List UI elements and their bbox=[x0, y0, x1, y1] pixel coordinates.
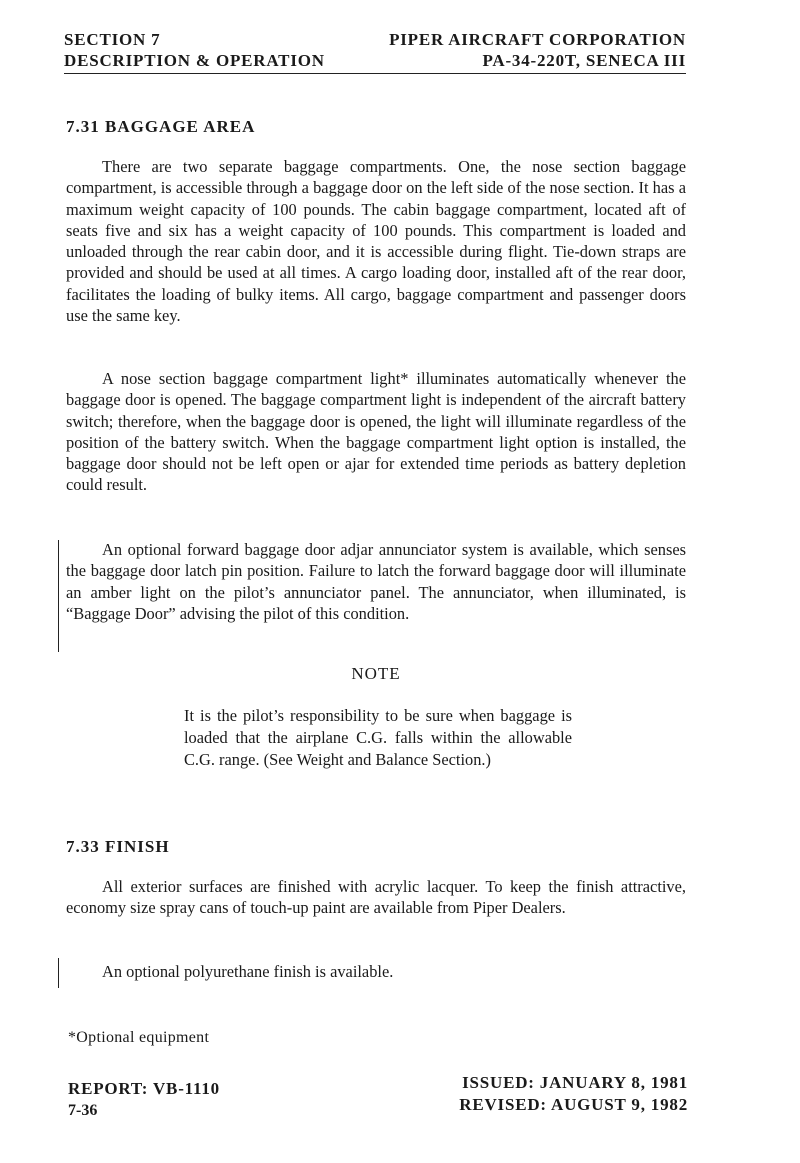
baggage-heading: 7.31 BAGGAGE AREA bbox=[66, 117, 256, 136]
finish-heading: 7.33 FINISH bbox=[66, 837, 170, 856]
subsection-label: DESCRIPTION & OPERATION bbox=[64, 51, 325, 70]
report-number: REPORT: VB-1110 bbox=[68, 1079, 220, 1098]
baggage-paragraph-2: A nose section baggage compartment light* illuminates automatically whenever the baggage door is opened. The baggage compartment light is independent of the aircraft battery switch; therefore, when the baggage door is opened, the light will illuminate regardless of the position of the battery switch. When the baggage compartment light option is installed, the baggage door should not be left open or ajar for extended time periods as battery depletion could result. bbox=[66, 369, 686, 495]
finish-paragraph-1: All exterior surfaces are finished with acrylic lacquer. To keep the finish attractive, economy size spray cans of touch-up paint are available from Piper Dealers. bbox=[66, 877, 686, 918]
note-title: NOTE bbox=[351, 664, 401, 683]
baggage-paragraph-1: There are two separate baggage compartments. One, the nose section baggage compartment, is accessible through a baggage door on the left side of the nose section. It has a maximum weight capacity of 100 pounds. The cabin baggage compartment, located aft of seats five and six has a weight capacity of 100 pounds. This compartment is loaded and unloaded through the rear cabin door, and it is accessible during flight. Tie-down straps are provided and should be used at all times. A cargo loading door, installed aft of the rear door, facilitates the loading of bulky items. All cargo, baggage compartment and passenger doors use the same key. bbox=[66, 157, 686, 326]
section-label: SECTION 7 bbox=[64, 30, 161, 49]
note-body: It is the pilot’s responsibility to be sure when baggage is loaded that the airplane C.G. falls within the allowable C.G. range. (See Weight and Balance Section.) bbox=[184, 706, 572, 769]
page-number: 7-36 bbox=[68, 1102, 98, 1119]
issued-date: ISSUED: JANUARY 8, 1981 bbox=[462, 1073, 688, 1092]
footnote: *Optional equipment bbox=[68, 1029, 210, 1046]
revised-date: REVISED: AUGUST 9, 1982 bbox=[459, 1095, 688, 1114]
baggage-paragraph-3: An optional forward baggage door adjar annunciator system is available, which senses the baggage door latch pin position. Failure to latch the forward baggage door will illuminate an amber light on the pilot’s annunciator panel. The annunciator, when illuminated, is “Baggage Door” advising the pilot of this condition. bbox=[66, 540, 686, 623]
revision-bar bbox=[58, 540, 59, 652]
aircraft-model: PA-34-220T, SENECA III bbox=[482, 51, 686, 70]
company-name: PIPER AIRCRAFT CORPORATION bbox=[389, 30, 686, 49]
revision-bar bbox=[58, 958, 59, 988]
header-rule bbox=[64, 73, 686, 74]
finish-paragraph-2: An optional polyurethane finish is available. bbox=[102, 962, 394, 981]
